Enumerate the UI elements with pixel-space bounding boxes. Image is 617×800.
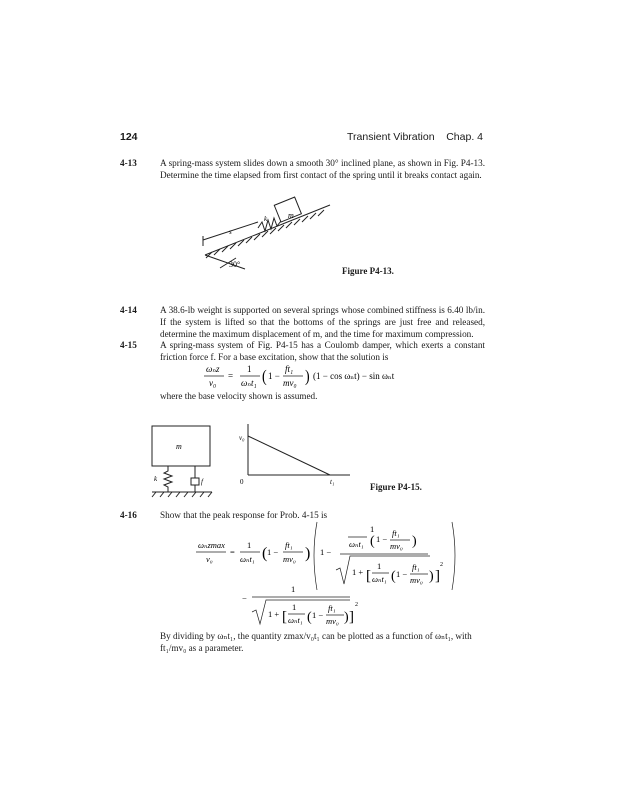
eq-wt: ωₙt₁ [240,554,255,564]
eq-square: 2 [440,562,443,568]
svg-text:1: 1 [377,561,382,571]
svg-text:ωₙt₁: ωₙt₁ [372,574,387,584]
svg-text:(: ( [307,610,312,625]
svg-text:=: = [228,371,234,381]
svg-text:(: ( [262,367,267,386]
svg-text:[: [ [282,609,287,625]
problem-number: 4-14 [120,305,137,315]
svg-text:): ) [305,545,311,562]
eq-mv: mv₀ [283,554,296,564]
spring-label: k [154,475,158,483]
eq-plus: 1 + [352,567,364,577]
figure-p4-13-caption: Figure P4-13. [342,266,394,276]
svg-text:mv₀: mv₀ [326,616,339,626]
mass-label: m [288,211,294,220]
svg-text:): ) [412,534,417,549]
svg-text:]: ] [349,609,354,625]
eq-minus: − [242,593,247,603]
problem-text: A spring-mass system slides down a smooth 30° inclined plane, as shown in Fig. P4-13. Determine the time elapsed from first contact of the spring until it breaks contact again. [160,158,485,180]
eq-one: 1 [247,364,252,374]
equation-tail-text: where the base velocity shown is assumed. [160,391,318,401]
svg-text:[: [ [366,568,371,584]
svg-text:ft₁: ft₁ [328,603,336,613]
eq-ft: ft₁ [285,364,294,374]
mass-label: m [176,442,182,451]
figure-p4-15-caption: Figure P4-15. [370,482,422,492]
damper-label: f [201,478,203,486]
eq-one: 1 [247,540,252,550]
angle-label: 30° [229,260,241,269]
eq-lhs-numerator: ωₙz [206,364,220,374]
problem-number: 4-13 [120,158,137,168]
problem-text: A spring-mass system of Fig. P4-15 has a Coulomb damper, which exerts a constant friction force f. For a base excitation, show that the solution is [160,340,485,362]
problem-text: Show that the peak response for Prob. 4-15 is [160,510,328,520]
svg-text:(: ( [370,534,375,549]
eq-lhs-denominator: v₀ [209,378,217,388]
svg-text:): ) [429,569,434,584]
svg-text:2: 2 [355,602,358,608]
page-number: 124 [120,131,138,143]
svg-text:1: 1 [370,524,375,534]
svg-text:(: ( [391,569,396,584]
running-title: Transient Vibration Chap. 4 [347,131,483,143]
closing-text: By dividing by ωₙt₁, the quantity zmax/v₀t₁ can be plotted as a function of ωₙt₁, with ft₁/mv₀ as a parameter. [160,631,472,653]
svg-text:ωₙt₁: ωₙt₁ [349,539,364,549]
svg-text:1 −: 1 − [320,547,332,557]
spring-label: k [264,215,268,223]
problem-text: A 38.6-lb weight is supported on several springs whose combined stiffness is 6.40 lb/in. If the system is lifted so that the bottoms of the springs are just free and released, determine the maximum displacement of m, and the time for maximum compression. [160,305,485,339]
eq-equals: = [230,547,235,557]
svg-text:1 −: 1 − [312,610,324,620]
eq-lhs-denominator: v₀ [206,554,213,564]
svg-text:(: ( [262,545,268,562]
eq-wt: ωₙt₁ [241,378,257,388]
svg-text:1: 1 [291,584,296,594]
svg-text:1 +: 1 + [268,609,280,619]
eq-mv: mv₀ [283,378,297,388]
problem-number: 4-16 [120,510,137,520]
svg-text:ft₁: ft₁ [392,528,400,538]
eq-trig-terms: (1 − cos ωₙt) − sin ωₙt [313,371,395,381]
origin-label: 0 [240,478,244,486]
svg-text:1 −: 1 − [376,534,388,544]
svg-text:1 −: 1 − [396,569,408,579]
svg-text:ωₙt₁: ωₙt₁ [288,615,303,625]
v0-label: v₀ [239,434,245,442]
t1-label: t₁ [330,478,335,486]
svg-text:ft₁: ft₁ [412,562,420,572]
svg-text:1: 1 [292,602,297,612]
svg-text:]: ] [435,568,440,584]
eq-lhs-numerator: ωₙzmax [198,540,225,550]
eq-ft: ft₁ [285,540,293,550]
svg-text:mv₀: mv₀ [390,541,403,551]
distance-label: s [229,228,232,236]
svg-text:mv₀: mv₀ [410,575,423,585]
problem-number: 4-15 [120,340,137,350]
svg-text:1 −: 1 − [267,547,279,557]
svg-text:1 −: 1 − [268,371,280,381]
svg-text:): ) [344,610,349,625]
svg-text:): ) [305,367,310,386]
